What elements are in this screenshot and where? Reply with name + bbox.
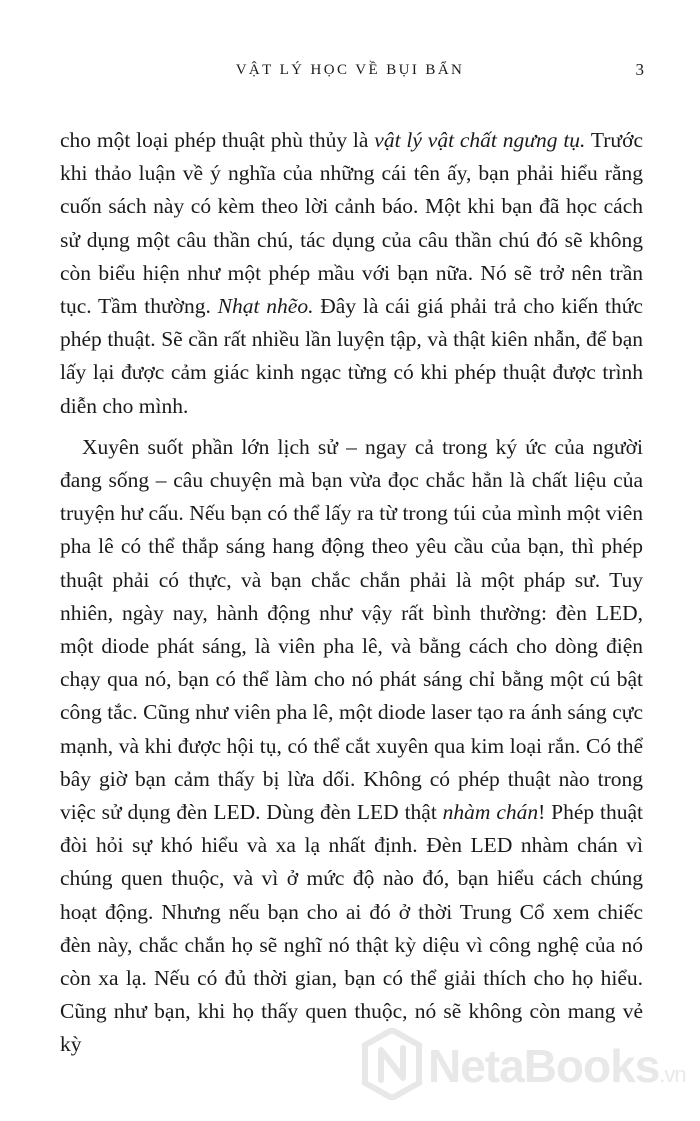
text-segment: Trước khi thảo luận về ý nghĩa của những cái tên ấy, bạn phải hiểu rằng cuốn sách này có kèm theo lời cảnh báo. Một khi bạn đã học cách sử dụng một câu thần chú, tác dụng của câu thần chú đó sẽ không còn biểu hiện như một phép mầu với bạn nữa. Nó sẽ trở nên trần tục. Tầm thường. [60, 128, 643, 319]
text-segment: ! Phép thuật đòi hỏi sự khó hiểu và xa lạ nhất định. Đèn LED nhàm chán vì chúng quen thuộc, và vì ở mức độ nào đó, bạn hiểu cách chúng hoạt động. Nhưng nếu bạn cho ai đó ở thời Trung Cổ xem chiếc đèn này, chắc chắn họ sẽ nghĩ nó thật kỳ diệu vì công nghệ của nó còn xa lạ. Nếu có đủ thời gian, bạn có thể giải thích cho họ hiểu. Cũng như bạn, khi họ thấy quen thuộc, nó sẽ không còn mang vẻ kỳ [60, 800, 643, 1057]
running-title: VẬT LÝ HỌC VỀ BỤI BẨN [235, 62, 465, 78]
italic-segment: vật lý vật chất ngưng tụ. [374, 128, 586, 152]
page-number: 3 [635, 60, 644, 79]
paragraph-1 [60, 124, 643, 423]
watermark-brand-name: NetaBooks [428, 1040, 660, 1092]
italic-segment: Nhạt nhẽo. [217, 294, 314, 319]
running-head [0, 58, 700, 82]
paragraph-2 [60, 431, 643, 1062]
watermark-brand-suffix: .vn [659, 1062, 686, 1087]
text-segment: Đây là cái giá phải trả cho kiến thức phép thuật. Sẽ cần rất nhiều lần luyện tập, và thật kiên nhẫn, để bạn lấy lại được cảm giác kinh ngạc từng có khi phép thuật được trình diễn cho mình. [60, 294, 643, 418]
text-segment: cho một loại phép thuật phù thủy là [60, 128, 375, 152]
italic-segment: nhàm chán [442, 800, 539, 825]
text-segment: Xuyên suốt phần lớn lịch sử – ngay cả trong ký ức của người đang sống – câu chuyện mà bạn vừa đọc chắc hẳn là chất liệu của truyện hư cấu. Nếu bạn có thể lấy ra từ trong túi của mình một viên pha lê có thể thắp sáng hang động theo yêu cầu của bạn, thì phép thuật phải có thực, và bạn chắc chắn phải là một pháp sư. Tuy nhiên, ngày nay, hành động như vậy rất bình thường: đèn LED, một diode phát sáng, là viên pha lê, và bằng cách cho dòng điện chạy qua nó, bạn có thể làm cho nó phát sáng chỉ bằng một cú bật công tắc. Cũng như viên pha lê, một diode laser tạo ra ánh sáng cực mạnh, và khi được hội tụ, có thể cắt xuyên qua kim loại rắn. Có thể bây giờ bạn cảm thấy bị lừa dối. Không có phép thuật nào trong việc sử dụng đèn LED. Dùng đèn LED thật [60, 434, 643, 825]
body-text [60, 124, 643, 1062]
watermark [362, 1020, 692, 1110]
netabooks-logo-icon [362, 1028, 422, 1100]
watermark-brand [428, 1038, 686, 1103]
